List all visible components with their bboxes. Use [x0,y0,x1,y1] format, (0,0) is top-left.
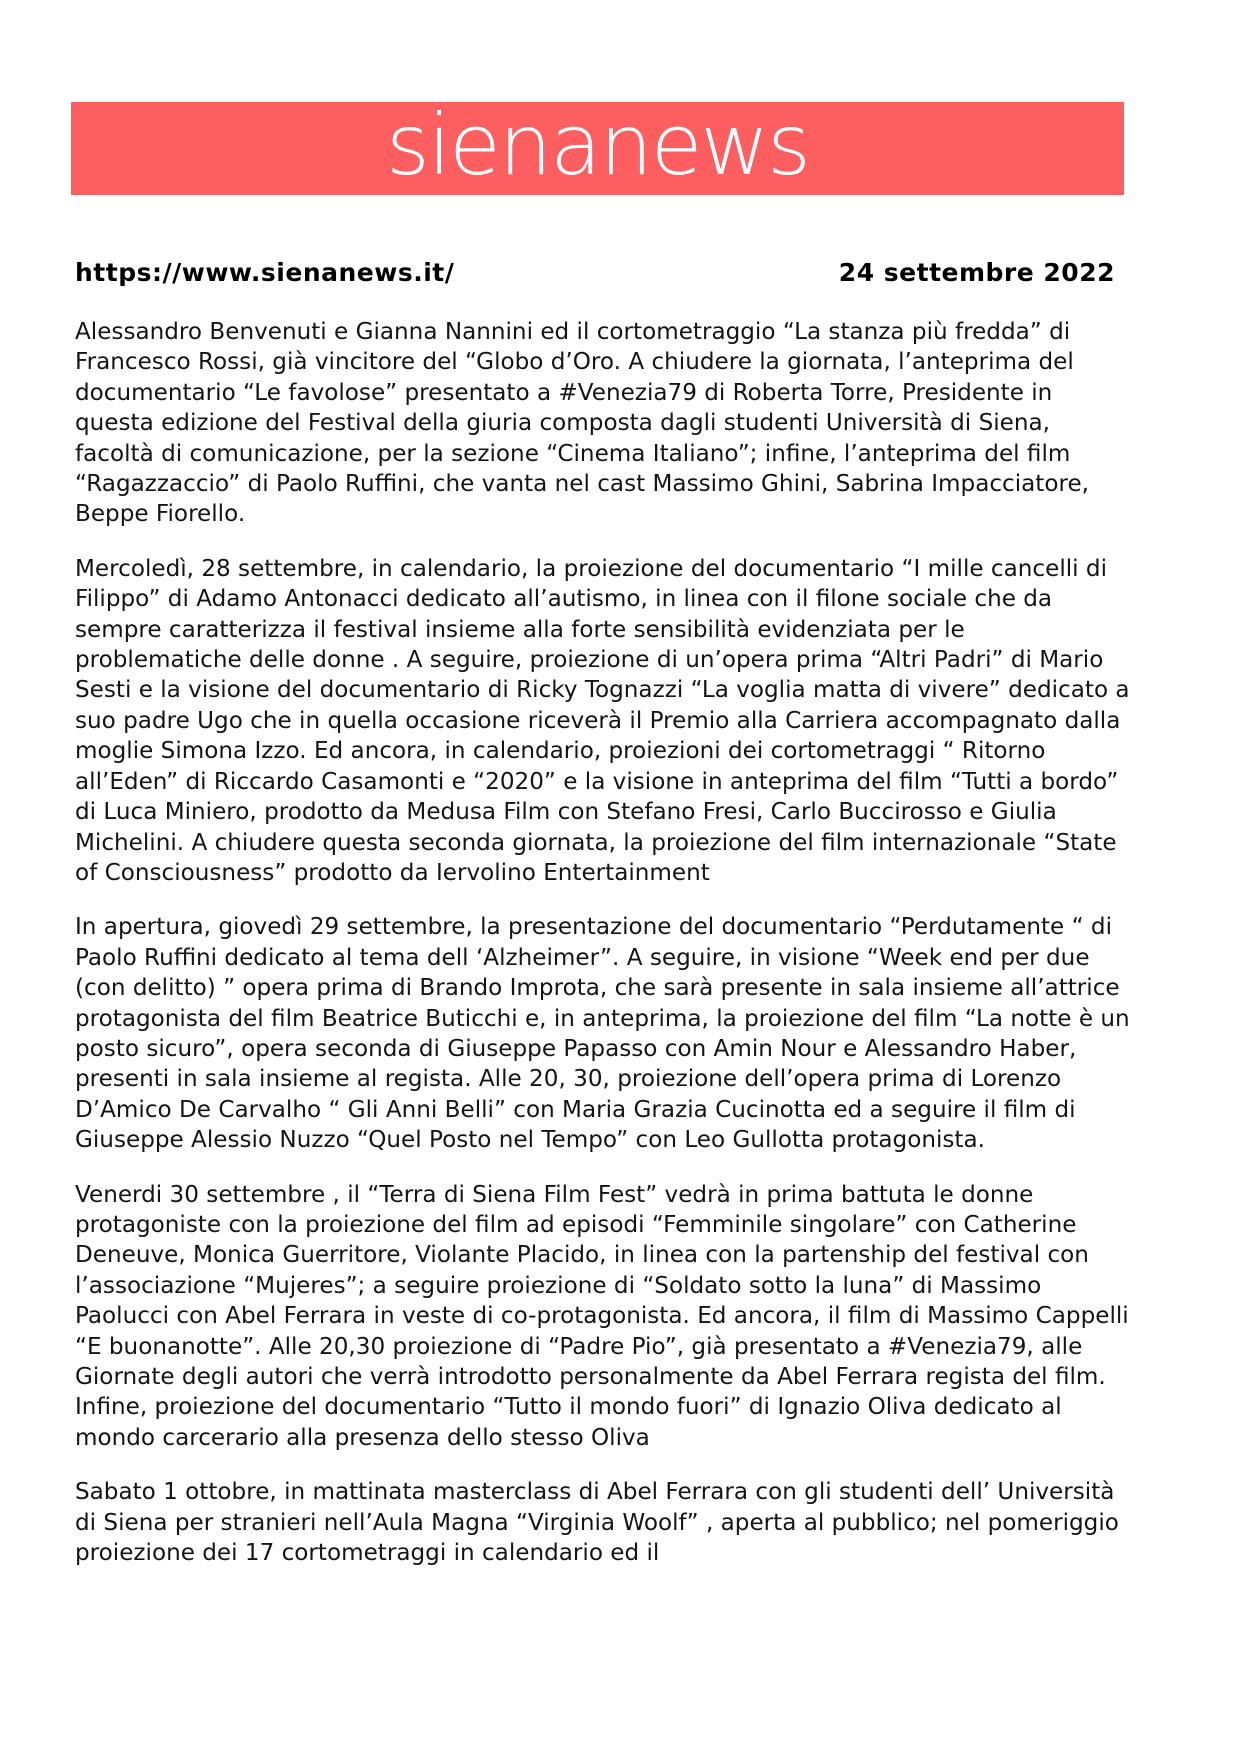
publication-date: 24 settembre 2022 [838,258,1115,287]
sienanews-logo: sienanews [386,95,809,194]
article-paragraph: In apertura, giovedì 29 settembre, la presentazione del documentario “Perdutamente “ di Paolo Ruffini dedicato al tema dell ‘Alzheimer”. A seguire, in visione “Week end per due (con delitto) ” opera prima di Brando Improta, che sarà presente in sala insieme all’attrice protagonista del film Beatrice Buticchi e, in anteprima, la proiezione del film “La notte è un posto sicuro”, opera seconda di Giuseppe Papasso con Amin Nour e Alessandro Haber, presenti in sala insieme al regista. Alle 20, 30, proiezione dell’opera prima di Lorenzo D’Amico De Carvalho “ Gli Anni Belli” con Maria Grazia Cucinotta ed a seguire il film di Giuseppe Alessio Nuzzo “Quel Posto nel Tempo” con Leo Gullotta protagonista. [75,914,1130,1154]
masthead-banner [71,95,1124,195]
article-paragraph: Venerdi 30 settembre , il “Terra di Siena Film Fest” vedrà in prima battuta le donne protagoniste con la proiezione del film ad episodi “Femminile singolare” con Catherine Deneuve, Monica Guerritore, Violante Placido, in linea con la partenship del festival con l’associazione “Mujeres”; a seguire proiezione di “Soldato sotto la luna” di Massimo Paolucci con Abel Ferrara in veste di co-protagonista. Ed ancora, il film di Massimo Cappelli “E buonanotte”. Alle 20,30 proiezione di “Padre Pio”, già presentato a #Venezia79, alle Giornate degli autori che verrà introdotto personalmente da Abel Ferrara regista del film. Infine, proiezione del documentario “Tutto il mondo fuori” di Ignazio Oliva dedicato al mondo carcerario alla presenza dello stesso Oliva [75,1181,1129,1451]
article-paragraph: Sabato 1 ottobre, in mattinata masterclass di Abel Ferrara con gli studenti dell’ Università di Siena per stranieri nell’Aula Magna “Virginia Woolf” , aperta al pubblico; nel pomeriggio proiezione dei 17 cortometraggi in calendario ed il [75,1479,1119,1567]
article-paragraph: Alessandro Benvenuti e Gianna Nannini ed il cortometraggio “La stanza più fredda” di Francesco Rossi, già vincitore del “Globo d’Oro. A chiudere la giornata, l’anteprima del documentario “Le favolose” presentato a #Venezia79 di Roberta Torre, Presidente in questa edizione del Festival della giuria composta dagli studenti Università di Siena, facoltà di comunicazione, per la sezione “Cinema Italiano”; infine, l’anteprima del film “Ragazzaccio” di Paolo Ruffini, che vanta nel cast Massimo Ghini, Sabrina Impacciatore, Beppe Fiorello. [75,319,1090,528]
article-paragraph: Mercoledì, 28 settembre, in calendario, la proiezione del documentario “I mille cancelli di Filippo” di Adamo Antonacci dedicato all’autismo, in linea con il filone sociale che da sempre caratterizza il festival insieme alla forte sensibilità evidenziata per le problematiche delle donne . A seguire, proiezione di un’opera prima “Altri Padri” di Mario Sesti e la visione del documentario di Ricky Tognazzi “La voglia matta di vivere” dedicato a suo padre Ugo che in quella occasione riceverà il Premio alla Carriera accompagnato dalla moglie Simona Izzo. Ed ancora, in calendario, proiezioni dei cortometraggi “ Ritorno all’Eden” di Riccardo Casamonti e “2020” e la visione in anteprima del film “Tutti a bordo” di Luca Miniero, prodotto da Medusa Film con Stefano Fresi, Carlo Buccirosso e Giulia Michelini. A chiudere questa seconda giornata, la proiezione del film internazionale “State of Consciousness” prodotto da Iervolino Entertainment [75,555,1130,886]
source-url: https://www.sienanews.it/ [75,258,455,287]
source-date-row [75,258,1115,287]
article-body [75,317,1135,1592]
